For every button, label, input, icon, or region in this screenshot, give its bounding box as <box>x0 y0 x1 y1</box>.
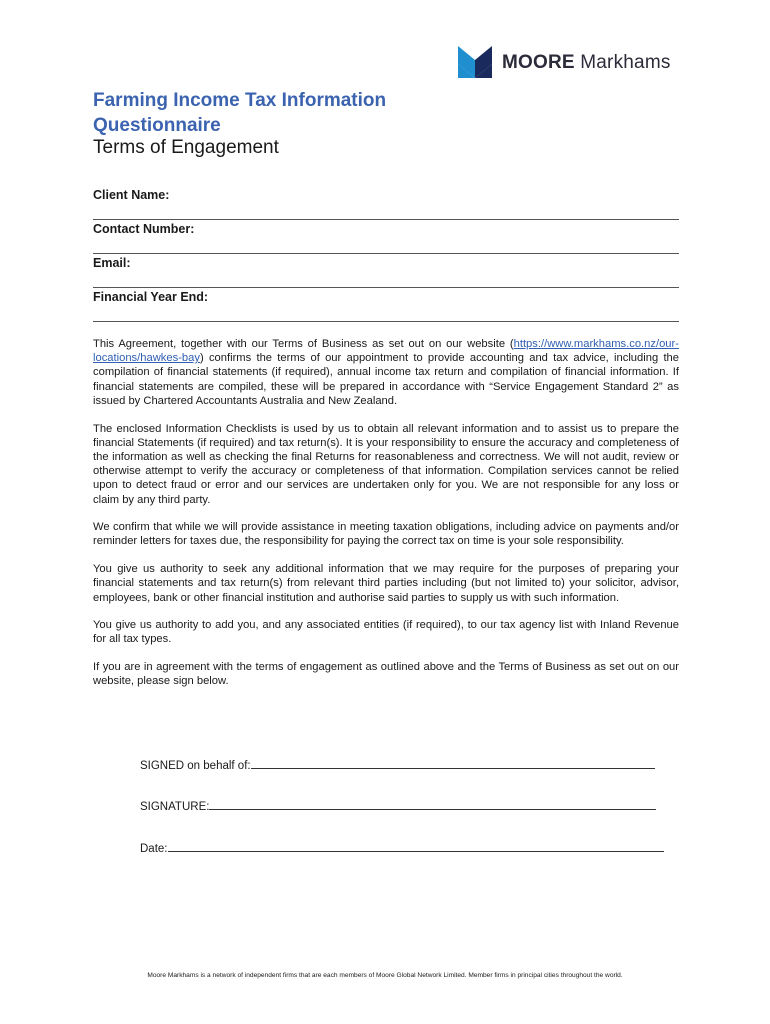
client-details-form <box>93 186 679 322</box>
document-title: Farming Income Tax Information Questionnaire <box>93 90 387 136</box>
paragraph-agreement-sign: If you are in agreement with the terms of engagement as outlined above and the Terms of Business as set out on our website, please sign below. <box>93 661 679 688</box>
financial-year-end-field[interactable] <box>93 288 679 322</box>
paragraph-authority-agency: You give us authority to add you, and any associated entities (if required), to our tax agency list with Inland Revenue for all tax types. <box>93 619 679 646</box>
logo-wordmark: MOORE Markhams <box>502 51 671 73</box>
website-link[interactable]: https://www.markhams.co.nz/our-locations/hawkes-bay <box>93 338 679 365</box>
company-logo <box>458 46 671 78</box>
signature-label: SIGNATURE: <box>140 801 210 813</box>
paragraph-agreement: This Agreement, together with our Terms of Business as set out on our website (https://www.markhams.co.nz/our-locations/hawkes-bay) confirms the terms of our appointment to provide accounting and tax advice, including the compilation of financial statements (if required), annual income tax return and compilation of financial information. If financial statements are compiled, these will be prepared in accordance with “Service Engagement Standard 2” as issued by Chartered Accountants Australia and New Zealand. <box>93 338 679 407</box>
financial-year-end-label: Financial Year End: <box>93 290 209 304</box>
document-subtitle: Terms of Engagement <box>93 137 279 158</box>
signed-on-behalf-line[interactable] <box>251 758 655 769</box>
moore-m-logo-icon <box>458 46 492 78</box>
contact-number-label: Contact Number: <box>93 222 195 236</box>
email-field[interactable] <box>93 254 679 288</box>
footer-disclaimer: Moore Markhams is a network of independent firms that are each members of Moore Global Network Limited. Member firms in principal cities throughout the world. <box>147 972 623 979</box>
client-name-label: Client Name: <box>93 188 170 202</box>
signature-field[interactable] <box>140 799 656 813</box>
paragraph-authority-info: You give us authority to seek any additional information that we may require for the purposes of preparing your financial statements and tax return(s) from relevant third parties including (but not limited to) your solicitor, advisor, employees, bank or other financial institution and authorise said parties to supply us with such information. <box>93 563 679 604</box>
signed-on-behalf-field[interactable] <box>140 758 655 772</box>
date-field[interactable] <box>140 841 664 855</box>
paragraph-taxation: We confirm that while we will provide assistance in meeting taxation obligations, including advice on payments and/or reminder letters for taxes due, the responsibility for paying the correct tax on time is your sole responsibility. <box>93 521 679 548</box>
engagement-terms-body <box>93 337 679 702</box>
email-label: Email: <box>93 256 131 270</box>
signed-on-behalf-label: SIGNED on behalf of: <box>140 760 251 772</box>
contact-number-field[interactable] <box>93 220 679 254</box>
date-line[interactable] <box>168 841 664 852</box>
client-name-field[interactable] <box>93 186 679 220</box>
date-label: Date: <box>140 843 168 855</box>
signature-line[interactable] <box>209 799 656 810</box>
paragraph-checklists: The enclosed Information Checklists is used by us to obtain all relevant information and to assist us to prepare the financial Statements (if required) and tax return(s). It is your responsibility to ensure the accuracy and completeness of the information as well as checking the final Returns for reasonableness and correctness. We will not audit, review or otherwise attempt to verify the accuracy or completeness of that information. Compilation services cannot be relied upon to detect fraud or error and our services are undertaken only for you. We are not responsible for any loss or claim by any third party. <box>93 422 679 506</box>
